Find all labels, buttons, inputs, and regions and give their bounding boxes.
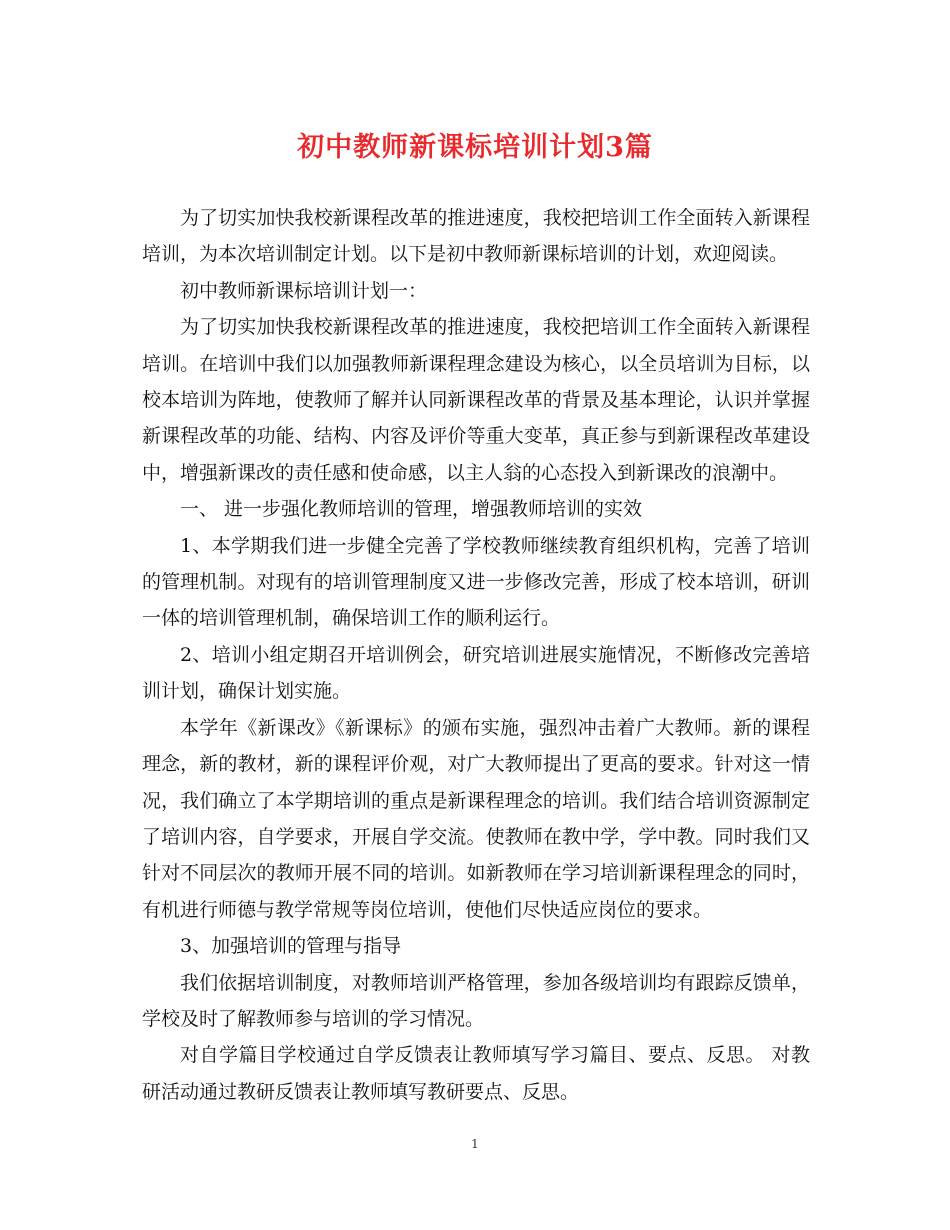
body-paragraph: 2、培训小组定期召开培训例会，研究培训进展实施情况，不断修改完善培训计划，确保计划实施。 <box>142 643 810 703</box>
body-paragraph: 对自学篇目学校通过自学反馈表让教师填写学习篇目、要点、反思。 对教研活动通过教研反馈表让教师填写教研要点、反思。 <box>142 1044 810 1103</box>
body-paragraph: 1、本学期我们进一步健全完善了学校教师继续教育组织机构，完善了培训的管理机制。对现有的培训管理制度又进一步修改完善，形成了校本培训，研训一体的培训管理机制，确保培训工作的顺利运行。 <box>142 534 810 630</box>
body-paragraph: 为了切实加快我校新课程改革的推进速度，我校把培训工作全面转入新课程培训。在培训中我们以加强教师新课程理念建设为核心，以全员培训为目标，以校本培训为阵地，使教师了解并认同新课程改革的背景及基本理论，认识并掌握新课程改革的功能、结构、内容及评价等重大变革，真正参与到新课程改革建设中，增强新课改的责任感和使命感，以主人翁的心态投入到新课改的浪潮中。 <box>142 316 810 484</box>
section-heading: 3、加强培训的管理与指导 <box>180 935 402 958</box>
document-title: 初中教师新课标培训计划3篇 <box>297 132 653 163</box>
body-paragraph: 本学年《新课改》《新课标》的颁布实施，强烈冲击着广大教师。新的课程理念，新的教材，新的课程评价观，对广大教师提出了更高的要求。针对这一情况，我们确立了本学期培训的重点是新课程理念的培训。我们结合培训资源制定了培训内容，自学要求，开展自学交流。使教师在教中学，学中教。同时我们又针对不同层次的教师开展不同的培训。如新教师在学习培训新课程理念的同时，有机进行师德与教学常规等岗位培训，使他们尽快适应岗位的要求。 <box>142 716 810 921</box>
plan-one-heading: 初中教师新课标培训计划一： <box>180 279 428 302</box>
body-paragraph: 我们依据培训制度，对教师培训严格管理，参加各级培训均有跟踪反馈单，学校及时了解教师参与培训的学习情况。 <box>142 971 810 1030</box>
section-heading: 一、 进一步强化教师培训的管理，增强教师培训的实效 <box>180 498 643 521</box>
intro-paragraph: 为了切实加快我校新课程改革的推进速度，我校把培训工作全面转入新课程培训，为本次培训制定计划。以下是初中教师新课标培训的计划，欢迎阅读。 <box>142 207 810 266</box>
document-body <box>142 200 810 1110</box>
page-number: 1 <box>471 1137 479 1151</box>
